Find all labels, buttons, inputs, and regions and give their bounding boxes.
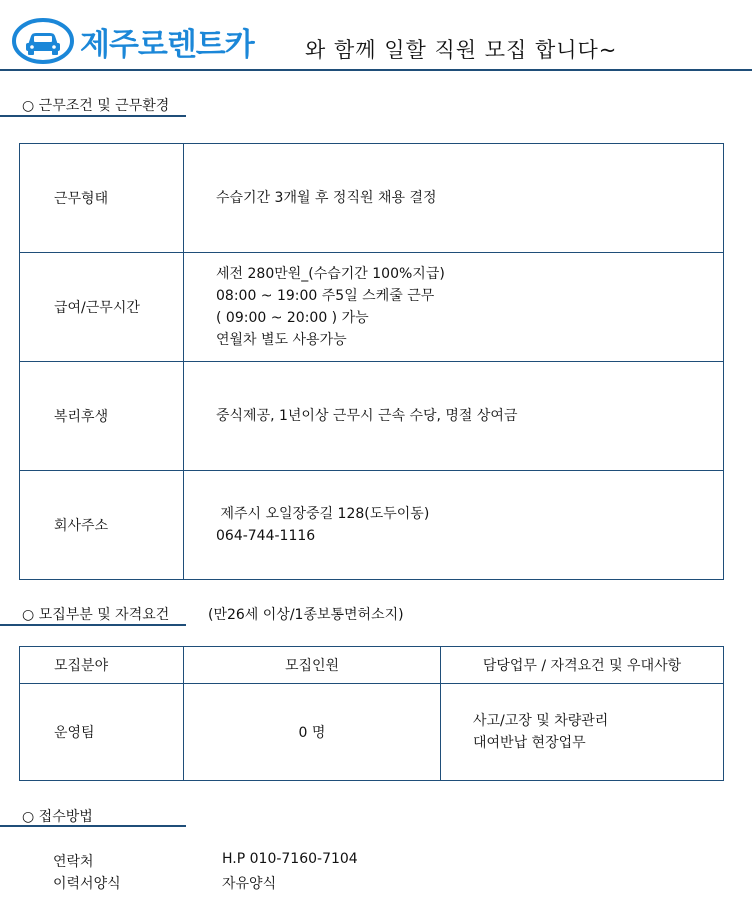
section-title-apply: ○ 접수방법: [22, 809, 93, 825]
header-divider: [0, 69, 752, 71]
resume-value: 자유양식: [222, 876, 277, 892]
section-title-recruitment: ○ 모집부분 및 자격요건: [22, 607, 170, 623]
duty-line: 사고/고장 및 차량관리: [473, 713, 609, 729]
value-line: 연월차 별도 사용가능: [216, 332, 347, 348]
row-label: 근무형태: [20, 144, 184, 253]
page-header: [0, 0, 752, 72]
value-line: 제주시 오일장중길 128(도두이동): [216, 506, 430, 522]
value-line: 수습기간 3개월 후 정직원 채용 결정: [216, 190, 437, 206]
count-cell: 0 명: [184, 684, 441, 781]
contact-value: H.P 010-7160-7104: [222, 851, 358, 867]
section-note: (만26세 이상/1종보통면허소지): [208, 607, 404, 623]
row-label: 급여/근무시간: [20, 253, 184, 362]
brand-logo: [12, 18, 254, 64]
row-label: 복리후생: [20, 362, 184, 471]
contact-label: 연락처: [53, 854, 94, 870]
row-value: [184, 362, 724, 471]
table-row: [20, 471, 724, 580]
duty-line: 대여반납 현장업무: [473, 735, 586, 751]
value-line: 세전 280만원_(수습기간 100%지급): [216, 266, 445, 282]
table-row: [20, 144, 724, 253]
section-underline: [0, 624, 186, 626]
brand-name: 제주로렌트카: [80, 26, 254, 63]
value-line: 08:00 ~ 19:00 주5일 스케줄 근무: [216, 288, 435, 304]
table-row: [20, 684, 724, 781]
row-value: [184, 253, 724, 362]
section-underline: [0, 115, 186, 117]
duties-cell: [441, 684, 724, 781]
table-row: [20, 253, 724, 362]
table-header-row: [20, 647, 724, 684]
field-cell: 운영팀: [20, 684, 184, 781]
section-underline: [0, 825, 186, 827]
column-header: 모집인원: [184, 647, 441, 684]
column-header: 모집분야: [20, 647, 184, 684]
row-value: [184, 144, 724, 253]
table-row: [20, 362, 724, 471]
value-line: ( 09:00 ~ 20:00 ) 가능: [216, 310, 369, 326]
section-title-conditions: ○ 근무조건 및 근무환경: [22, 98, 170, 114]
resume-label: 이력서양식: [53, 876, 121, 892]
conditions-table: [19, 143, 724, 580]
headline: 와 함께 일할 직원 모집 합니다~: [305, 38, 618, 62]
row-value: [184, 471, 724, 580]
column-header: 담당업무 / 자격요건 및 우대사항: [441, 647, 724, 684]
value-line: 중식제공, 1년이상 근무시 근속 수당, 명절 상여금: [216, 408, 518, 424]
value-line: 064-744-1116: [216, 528, 316, 544]
row-label: 회사주소: [20, 471, 184, 580]
car-icon: [12, 18, 74, 64]
recruitment-table: [19, 646, 724, 781]
